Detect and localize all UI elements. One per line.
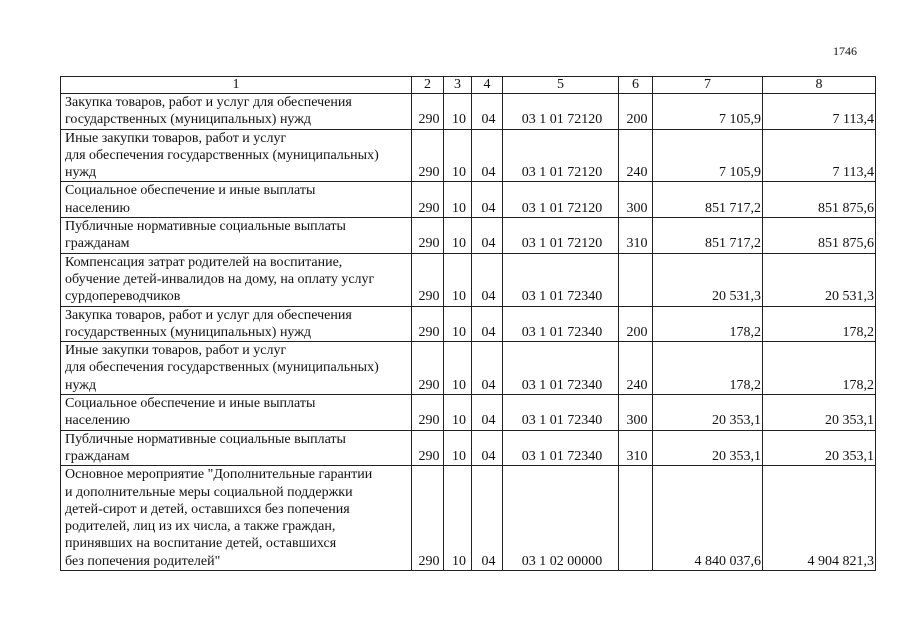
ministry-code-cell: 290 xyxy=(412,182,444,218)
expense-type-cell: 200 xyxy=(619,306,653,342)
amount-year2-cell: 20 531,3 xyxy=(763,253,876,306)
subsection-code-cell: 04 xyxy=(472,129,503,182)
target-article-cell: 03 1 01 72340 xyxy=(503,342,619,395)
column-header: 8 xyxy=(763,77,876,94)
subsection-code-cell: 04 xyxy=(472,395,503,431)
budget-table xyxy=(60,76,876,571)
amount-year2-cell: 20 353,1 xyxy=(763,430,876,466)
subsection-code-cell: 04 xyxy=(472,182,503,218)
table-row xyxy=(61,466,876,571)
section-code-cell: 10 xyxy=(444,94,472,130)
ministry-code-cell: 290 xyxy=(412,430,444,466)
target-article-cell: 03 1 01 72340 xyxy=(503,395,619,431)
section-code-cell: 10 xyxy=(444,342,472,395)
subsection-code-cell: 04 xyxy=(472,342,503,395)
amount-year2-cell: 20 353,1 xyxy=(763,395,876,431)
amount-year1-cell: 4 840 037,6 xyxy=(653,466,763,571)
subsection-code-cell: 04 xyxy=(472,94,503,130)
table-row xyxy=(61,129,876,182)
amount-year1-cell: 7 105,9 xyxy=(653,94,763,130)
amount-year1-cell: 851 717,2 xyxy=(653,182,763,218)
amount-year2-cell: 178,2 xyxy=(763,342,876,395)
target-article-cell: 03 1 01 72120 xyxy=(503,94,619,130)
section-code-cell: 10 xyxy=(444,182,472,218)
row-name-cell: Закупка товаров, работ и услуг для обеспечения государственных (муниципальных) нужд xyxy=(61,94,412,130)
column-header: 7 xyxy=(653,77,763,94)
row-name-cell: Компенсация затрат родителей на воспитание, обучение детей-инвалидов на дому, на оплату услуг сурдопереводчиков xyxy=(61,253,412,306)
row-name-cell: Публичные нормативные социальные выплаты гражданам xyxy=(61,218,412,254)
table-row xyxy=(61,218,876,254)
target-article-cell: 03 1 01 72340 xyxy=(503,306,619,342)
column-header: 6 xyxy=(619,77,653,94)
table-row xyxy=(61,430,876,466)
header-row xyxy=(61,77,876,94)
expense-type-cell: 300 xyxy=(619,182,653,218)
table-row xyxy=(61,253,876,306)
amount-year1-cell: 178,2 xyxy=(653,342,763,395)
target-article-cell: 03 1 01 72120 xyxy=(503,129,619,182)
amount-year1-cell: 20 353,1 xyxy=(653,430,763,466)
section-code-cell: 10 xyxy=(444,218,472,254)
amount-year2-cell: 851 875,6 xyxy=(763,182,876,218)
row-name-cell: Иные закупки товаров, работ и услуг для обеспечения государственных (муниципальных) нужд xyxy=(61,342,412,395)
ministry-code-cell: 290 xyxy=(412,253,444,306)
row-name-cell: Социальное обеспечение и иные выплаты населению xyxy=(61,395,412,431)
row-name-cell: Закупка товаров, работ и услуг для обеспечения государственных (муниципальных) нужд xyxy=(61,306,412,342)
expense-type-cell: 300 xyxy=(619,395,653,431)
amount-year1-cell: 20 531,3 xyxy=(653,253,763,306)
section-code-cell: 10 xyxy=(444,253,472,306)
column-header: 4 xyxy=(472,77,503,94)
ministry-code-cell: 290 xyxy=(412,395,444,431)
ministry-code-cell: 290 xyxy=(412,342,444,395)
amount-year1-cell: 178,2 xyxy=(653,306,763,342)
column-header: 1 xyxy=(61,77,412,94)
amount-year2-cell: 178,2 xyxy=(763,306,876,342)
table-row xyxy=(61,182,876,218)
expense-type-cell: 240 xyxy=(619,342,653,395)
expense-type-cell: 200 xyxy=(619,94,653,130)
amount-year2-cell: 4 904 821,3 xyxy=(763,466,876,571)
amount-year2-cell: 851 875,6 xyxy=(763,218,876,254)
section-code-cell: 10 xyxy=(444,430,472,466)
subsection-code-cell: 04 xyxy=(472,253,503,306)
table-row xyxy=(61,94,876,130)
target-article-cell: 03 1 02 00000 xyxy=(503,466,619,571)
section-code-cell: 10 xyxy=(444,306,472,342)
expense-type-cell: 310 xyxy=(619,430,653,466)
section-code-cell: 10 xyxy=(444,466,472,571)
target-article-cell: 03 1 01 72120 xyxy=(503,182,619,218)
row-name-cell: Публичные нормативные социальные выплаты гражданам xyxy=(61,430,412,466)
target-article-cell: 03 1 01 72340 xyxy=(503,253,619,306)
amount-year2-cell: 7 113,4 xyxy=(763,129,876,182)
section-code-cell: 10 xyxy=(444,395,472,431)
subsection-code-cell: 04 xyxy=(472,218,503,254)
row-name-cell: Иные закупки товаров, работ и услуг для обеспечения государственных (муниципальных) нужд xyxy=(61,129,412,182)
expense-type-cell xyxy=(619,466,653,571)
amount-year1-cell: 851 717,2 xyxy=(653,218,763,254)
ministry-code-cell: 290 xyxy=(412,129,444,182)
column-header: 3 xyxy=(444,77,472,94)
page-number: 1746 xyxy=(833,44,857,58)
subsection-code-cell: 04 xyxy=(472,430,503,466)
target-article-cell: 03 1 01 72120 xyxy=(503,218,619,254)
expense-type-cell: 310 xyxy=(619,218,653,254)
row-name-cell: Основное мероприятие "Дополнительные гарантии и дополнительные меры социальной поддержки детей-сирот и детей, оставшихся без попечения родителей, лиц из их числа, а также граждан, принявших на воспитание детей, оставшихся без попечения родителей" xyxy=(61,466,412,571)
ministry-code-cell: 290 xyxy=(412,94,444,130)
table-row xyxy=(61,342,876,395)
amount-year1-cell: 20 353,1 xyxy=(653,395,763,431)
section-code-cell: 10 xyxy=(444,129,472,182)
subsection-code-cell: 04 xyxy=(472,306,503,342)
ministry-code-cell: 290 xyxy=(412,218,444,254)
amount-year2-cell: 7 113,4 xyxy=(763,94,876,130)
subsection-code-cell: 04 xyxy=(472,466,503,571)
expense-type-cell: 240 xyxy=(619,129,653,182)
ministry-code-cell: 290 xyxy=(412,306,444,342)
table-row xyxy=(61,306,876,342)
column-header: 5 xyxy=(503,77,619,94)
row-name-cell: Социальное обеспечение и иные выплаты населению xyxy=(61,182,412,218)
target-article-cell: 03 1 01 72340 xyxy=(503,430,619,466)
expense-type-cell xyxy=(619,253,653,306)
column-header: 2 xyxy=(412,77,444,94)
amount-year1-cell: 7 105,9 xyxy=(653,129,763,182)
table-row xyxy=(61,395,876,431)
ministry-code-cell: 290 xyxy=(412,466,444,571)
